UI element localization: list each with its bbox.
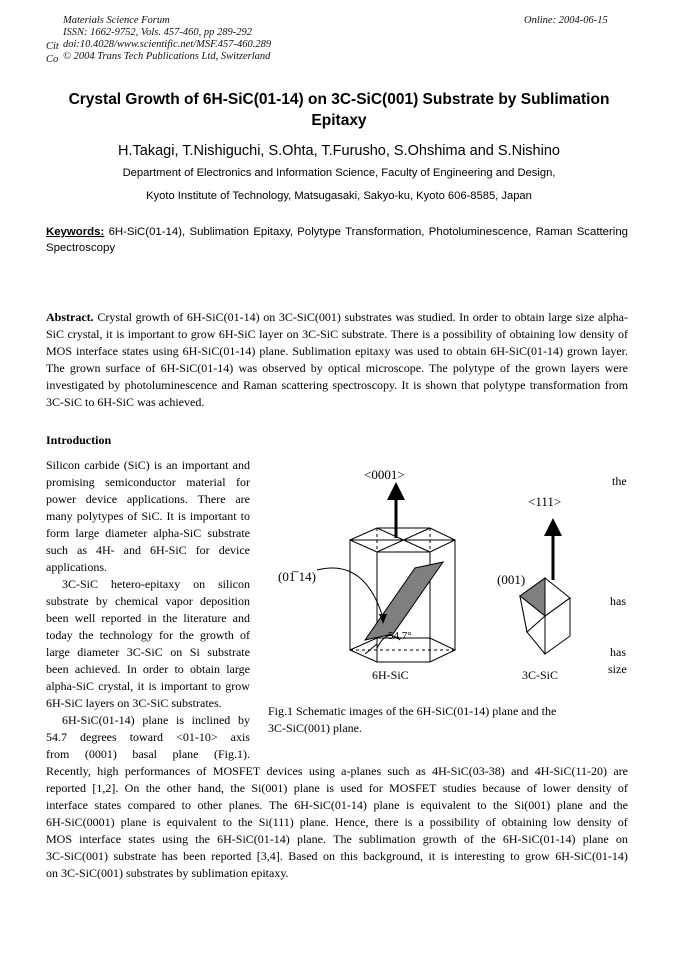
intro-full-line: 6H-SiC(0001) plane is equivalent to the Si(111) plane. Hence, there is a possibility of obtaining low density of — [46, 815, 628, 829]
authors: H.Takagi, T.Nishiguchi, S.Ohta, T.Furusho, S.Ohshima and S.Nishino — [118, 143, 560, 159]
intro-full-line: on 3C-SiC(001) substrates by sublimation epitaxy. — [46, 866, 289, 880]
label-6h-sic: 6H-SiC — [372, 668, 409, 682]
cop-fragment: Co — [46, 54, 59, 65]
copyright-line: © 2004 Trans Tech Publications Ltd, Switzerland — [63, 51, 271, 62]
abstract-block — [46, 309, 628, 411]
label-3c-sic: 3C-SiC — [522, 668, 559, 682]
online-date: Online: 2004-06-15 — [524, 15, 608, 26]
intro-column-line: applications. — [46, 560, 107, 574]
angle-label: 54.7° — [388, 630, 412, 642]
intro-full-line: interface states compared to other planes. The 6H-SiC(01-14) plane is equivalent to the Si(001) plane and the — [46, 798, 628, 812]
arrow-0001-head — [387, 482, 405, 500]
intro-column-line: 6H-SiC(01-14) plane is inclined by — [62, 713, 250, 727]
affiliation-line-1: Department of Electronics and Information Science, Faculty of Engineering and Design, — [122, 167, 556, 179]
overflow-word-the: the — [612, 474, 627, 488]
overflow-word-size: size — [608, 662, 627, 676]
intro-column-line: alpha-SiC crystal, it is important to grow — [46, 679, 250, 693]
intro-column-line: promising semiconductor material for — [46, 475, 250, 489]
intro-full-line: Recently, high performances of MOSFET devices using a-planes such as 4H-SiC(03-38) and 4H-SiC(11-20) are — [46, 764, 628, 778]
intro-full-line: MOS interface states using the 6H-SiC(01-14) plane. The sublimation growth of the 6H-SiC(01-14) plane on — [46, 832, 628, 846]
intro-full-line: reported [1,2]. On the other hand, the Si(001) plane is used for MOSFET studies because of lower density of — [46, 781, 628, 795]
intro-column-line: today the technology for the growth of — [46, 628, 250, 642]
intro-column-line: form large diameter alpha-SiC substrate — [46, 526, 250, 540]
journal-name: Materials Science Forum — [63, 15, 170, 26]
affiliation-line-2: Kyoto Institute of Technology, Matsugasaki, Sakyo-ku, Kyoto 606-8585, Japan — [146, 190, 532, 202]
intro-column-line: large diameter 3C-SiC on Si substrate — [46, 645, 250, 659]
paper-title: Crystal Growth of 6H-SiC(01-14) on 3C-SiC(001) Substrate by Sublimation Epitaxy — [68, 91, 610, 129]
intro-column-line: power device applications. There are — [46, 492, 250, 506]
cit-fragment: Cit — [46, 41, 59, 52]
intro-column-line: been achieved. In order to obtain large — [46, 662, 250, 676]
figure-1 — [265, 458, 625, 690]
arrow-111-head — [544, 518, 562, 536]
doi-line[interactable]: doi:10.4028/www.scientific.net/MSF.457-460.289 — [63, 39, 272, 50]
keywords-label: Keywords: — [46, 226, 105, 238]
intro-column-line: 3C-SiC hetero-epitaxy on silicon — [62, 577, 250, 591]
intro-column-line: 54.7 degrees toward <01-10> axis — [46, 730, 250, 744]
keywords-text: 6H-SiC(01-14), Sublimation Epitaxy, Polytype Transformation, Photoluminescence, Raman Scattering Spectroscopy — [46, 226, 628, 254]
intro-column-line: such as 4H- and 6H-SiC for device — [46, 543, 250, 557]
overflow-word-has-1: has — [610, 594, 626, 608]
intro-column-line: many polytypes of SiC. It is important to — [46, 509, 250, 523]
abstract-label: Abstract. — [46, 310, 94, 324]
issn-line: ISSN: 1662-9752, Vols. 457-460, pp 289-292 — [63, 27, 252, 38]
figure-caption-line-2: 3C-SiC(001) plane. — [268, 721, 362, 735]
intro-column-line: substrate by chemical vapor deposition — [46, 594, 250, 608]
intro-column-line: from (0001) basal plane (Fig.1). — [46, 747, 250, 761]
label-111: <111> — [528, 494, 562, 509]
keywords-block — [46, 224, 628, 256]
intro-heading: Introduction — [46, 433, 112, 447]
intro-column-line: been well reported in the literature and — [46, 611, 250, 625]
intro-column-line: Silicon carbide (SiC) is an important and — [46, 458, 250, 472]
intro-column-line: 6H-SiC layers on 3C-SiC substrates. — [46, 696, 222, 710]
figure-caption-line-1: Fig.1 Schematic images of the 6H-SiC(01-14) plane and the — [268, 704, 557, 718]
abstract-text: Crystal growth of 6H-SiC(01-14) on 3C-SiC(001) substrates was studied. In order to obtain large size alpha-SiC crystal, it is important to grow 6H-SiC layer on 3C-SiC substrate. There is a possibility of obtaining low density of MOS interface states using 6H-SiC(01-14) plane. Sublimation epitaxy was used to obtain 6H-SiC(01-14) grown layer. The grown surface of 6H-SiC(01-14) was observed by optical microscope. The polytype of the grown layers were investigated by photoluminescence and Raman scattering spectroscopy. It is shown that polytype transformation from 3C-SiC to 6H-SiC was achieved. — [46, 310, 629, 409]
cube-right — [545, 598, 570, 654]
overflow-word-has-2: has — [610, 645, 626, 659]
intro-full-line: 3C-SiC(001) substrate has been reported [3,4]. Based on this background, it is interesting to grow 6H-SiC(01-14) — [46, 849, 628, 863]
label-0001: <0001> — [364, 467, 405, 482]
label-plane-0114: (01̅ 14) — [278, 569, 316, 584]
label-plane-001: (001) — [497, 572, 526, 587]
